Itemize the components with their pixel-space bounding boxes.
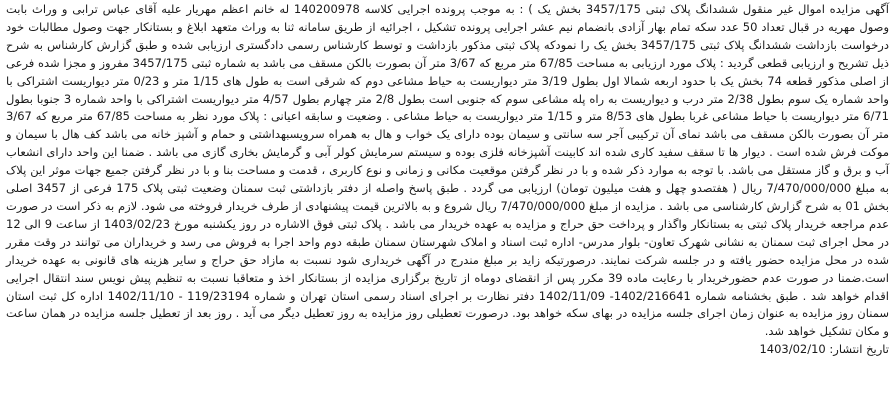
publish-date: تاریخ انتشار: 1403/02/10	[759, 342, 889, 357]
notice-body-text: آگهی مزایده اموال غیر منقول ششدانگ پلاک ثبتی 3457/175 بخش یک ) : به موجب پرونده اجرایی کلاسه 140200978 له خانم اعظم مهریار علیه آقای عباس ترابی و وراث بابت وصول مهریه در قبال تعداد 50 عدد سکه تمام بهار آزادی بانضمام نیم عشر اجرایی پرونده تشکیل ، اجرائیه از طریق سامانه ثنا به وراث متعهد ابلاغ و بستانکار جهت وصول مطالبات خود درخواست بازداشت ششدانگ پلاک ثبتی 3457/175 بخش یک را نمودکه پلاک ثبتی مذکور بازداشت و توسط کارشناس رسمی دادگستری ارزیابی شده و طبق گزارش کارشناس به شرح ذیل تشریح و ارزیابی قطعی گردید : پلاک مورد ارزیابی به مساحت 67/85 متر مربع که 3/67 متر آن بصورت بالکن مسقف می باشد به شماره ثبتی 3457/175 مفروز و مجزا شده فرعی از اصلی مذکور قطعه 74 بخش یک با حدود اربعه شمالا اول بطول 3/19 متر دیواریست به حیاط مشاعی دوم که شرقی است به طول های 1/15 متر و 0/23 متر دیواریست اشتراکی با واحد شماره یک سوم بطول 2/38 متر درب و دیواریست به راه پله مشاعی سوم که جنوبی است بطول 2/8 متر چهارم بطول 4/57 متر دیواریست اشتراکی با واحد شماره 3 جنوبا بطول 6/71 متر دیواریست با حیاط مشاعی غربا بطول های 8/53 متر و 1/15 متر دیواریست به حیاط مشاعی . وضعیت و سابقه اعیانی : پلاک مورد نظر به مساحت 67/85 متر مربع که 3/67 متر آن بصورت بالکن مسقف می باشد نمای آن ترکیبی آجر سه سانتی و سیمان بوده دارای یک خواب و هال به همراه سرویسبهداشتی و حمام و آشپز خانه می باشد کف هال با سیمان و موکت فرش شده است . دیوار ها تا سقف سفید کاری شده اند کابینت آشپزخانه فلزی بوده و سیستم سرمایش کولر آبی و گرمایش بخاری گازی می باشد . ضمنا این واحد دارای انشعاب آب و برق و گاز مستقل می باشد. با توجه به موارد ذکر شده و با در نظر گرفتن موقعیت مکانی و زمانی و نوع کاربری ، قدمت و مساحت بنا و با در نظر گرفتن جمیع جهات موثر این پلاک به مبلغ 7/470/000/000 ریال ( هفتصدو چهل و هفت میلیون تومان) ارزیابی می گردد . طبق پاسخ واصله از دفتر بازداشتی ثبت سمنان وضعیت ثبتی پلاک 175 فرعی از 3457 اصلی بخش 01 به شرح گزارش کارشناسی می باشد . مزایده از مبلغ 7/470/000/000 ریال شروع و به بالاترین قیمت پیشنهادی از طرف خریدار فروخته می شود. لازم به ذکر است در صورت عدم مراجعه خریدار پلاک ثبتی به بستانکار واگذار و پرداخت حق حراج و مزایده به عهده خریدار می باشد . پلاک ثبتی فوق الاشاره در روز یکشنبه مورخ 1403/02/23 از ساعت 9 الی 12 در محل اجرای ثبت سمنان به نشانی شهرک تعاون- بلوار مدرس- اداره ثبت اسناد و املاک شهرستان سمنان طبقه دوم واحد اجرا به فروش می رسد و خریداران می توانند در وقت مقرر شده در محل مزایده حضور یافته و در جلسه شرکت نمایند. درصورتیکه زاید بر مبلغ مندرج در آگهی خریداری شود نسبت به مازاد حق حراج و سایر هزینه های قانونی به عهده خریدار است.ضمنا در صورت عدم حضورخریدار با رعایت ماده 39 مکرر پس از انقضای دوماه از تاریخ برگزاری مزایده از بستانکار اخذ و متعاقبا نسبت به تنظیم پیش نویس سند انتقال اجرایی اقدام خواهد شد . طبق بخشنامه شماره 1402/216641- 1402/11/09 دفتر نظارت بر اجرای اسناد رسمی استان تهران و شماره 119/23194 - 1402/11/10 اداره کل ثبت استان سمنان روز مزایده به عنوان زمان اجرای جلسه مزایده در بهای سکه خواهد بود. درصورت تعطیلی روز مزایده به روز تعطیل دیگر می آید . روز بعد از تعطیل جلسه مزایده در همان ساعت و مکان تشکیل خواهد شد.	[6, 2, 890, 339]
